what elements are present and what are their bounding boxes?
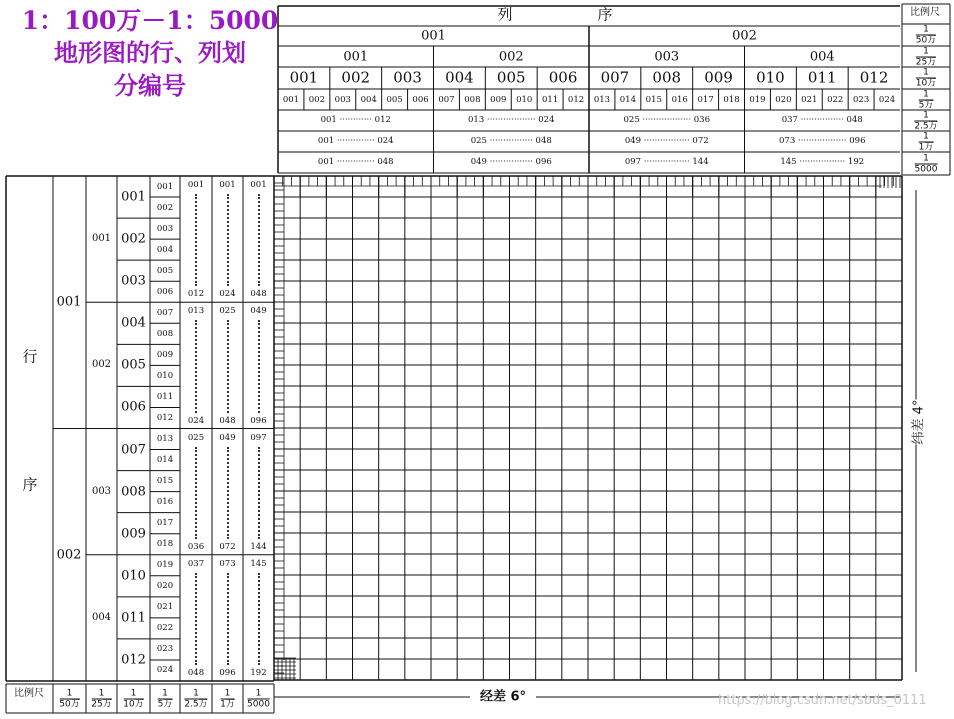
row-range-end: 192 xyxy=(250,667,267,678)
row-level3-label: 010 xyxy=(121,568,146,584)
row-range-end: 024 xyxy=(187,415,205,426)
column-level3-label: 003 xyxy=(393,68,422,87)
row-range-dots xyxy=(195,447,199,539)
row-range-start: 037 xyxy=(187,558,205,569)
scale-label-bottom: 比例尺 xyxy=(14,688,44,699)
column-level1-label: 002 xyxy=(732,28,757,44)
title-line-1: 1：100万－1：5000 xyxy=(21,6,279,35)
row-level2-label: 001 xyxy=(91,233,112,245)
column-level4-label: 002 xyxy=(308,94,325,105)
column-level4-label: 017 xyxy=(697,94,714,105)
row-level4-label: 020 xyxy=(156,581,174,592)
row-level4-label: 010 xyxy=(156,370,174,381)
row-range-end: 036 xyxy=(187,541,205,552)
column-range-10k: 001 ·············· 024 xyxy=(317,135,394,146)
row-level3-label: 004 xyxy=(121,315,146,331)
scale-label-right: 比例尺 xyxy=(910,7,940,18)
column-level4-label: 022 xyxy=(827,94,844,105)
row-level4-label: 012 xyxy=(156,412,174,423)
row-level3-label: 012 xyxy=(121,652,146,668)
column-level3-label: 011 xyxy=(807,68,837,87)
column-level3-label: 007 xyxy=(600,68,630,87)
column-level4-label: 003 xyxy=(334,94,351,105)
row-range-end: 072 xyxy=(219,541,236,552)
row-range-end: 096 xyxy=(250,415,267,426)
row-range-start: 001 xyxy=(219,179,236,190)
row-range-start: 097 xyxy=(250,432,267,443)
row-level2-label: 002 xyxy=(91,359,112,371)
scale-fraction-right: 1 1万 xyxy=(918,131,934,152)
column-range-5k: 145 ················· 192 xyxy=(780,156,865,167)
row-level4-label: 017 xyxy=(156,517,174,528)
row-level3-label: 011 xyxy=(121,610,146,626)
column-range-5k: 049 ················ 096 xyxy=(470,156,552,167)
column-level3-label: 001 xyxy=(289,68,319,87)
row-level4-label: 022 xyxy=(156,623,174,634)
row-range-start: 001 xyxy=(187,179,205,190)
scale-fraction-bottom: 1 5万 xyxy=(157,688,173,709)
scale-fraction-right: 1 10万 xyxy=(915,67,937,89)
column-level4-label: 016 xyxy=(671,94,688,105)
row-level1-label: 001 xyxy=(56,294,82,310)
column-level3-label: 006 xyxy=(548,68,578,87)
scale-fraction-right: 1 2.5万 xyxy=(914,110,938,131)
row-range-end: 096 xyxy=(219,667,236,678)
row-level3-label: 002 xyxy=(121,231,146,247)
column-level4-label: 015 xyxy=(645,94,662,105)
column-level4-label: 006 xyxy=(412,94,429,105)
column-level4-label: 007 xyxy=(438,94,455,105)
row-range-start: 025 xyxy=(219,306,236,316)
title-line-3: 分编号 xyxy=(114,72,186,100)
row-range-start: 025 xyxy=(187,432,205,443)
row-level4-label: 023 xyxy=(156,644,174,655)
row-level4-label: 007 xyxy=(156,307,174,318)
scale-fraction-bottom: 1 1万 xyxy=(220,688,235,709)
row-level4-label: 008 xyxy=(156,328,174,339)
row-range-dots xyxy=(227,573,231,665)
scale-fraction-bottom: 1 2.5万 xyxy=(184,688,208,709)
column-range-25k: 001 ············ 012 xyxy=(320,114,391,125)
row-range-dots xyxy=(258,320,262,412)
row-range-start: 145 xyxy=(250,558,267,569)
row-level3-label: 007 xyxy=(121,442,146,458)
column-level3-label: 009 xyxy=(704,68,733,87)
row-range-end: 012 xyxy=(187,289,205,299)
column-level4-label: 004 xyxy=(360,94,377,105)
scale-fraction-right: $\frac{1}{5000}$ xyxy=(914,153,938,174)
row-level3-label: 006 xyxy=(121,399,146,415)
column-level4-label: 001 xyxy=(282,94,300,105)
column-level4-label: 023 xyxy=(853,94,870,105)
lat-diff-label: 纬差 4° xyxy=(906,400,929,445)
row-level4-label: 024 xyxy=(156,665,174,676)
row-level4-label: 021 xyxy=(156,602,174,613)
column-label-lie: 列 xyxy=(497,5,513,24)
column-range-10k: 049 ················· 072 xyxy=(624,135,709,146)
column-level4-label: 011 xyxy=(542,94,559,105)
row-level4-label: 002 xyxy=(156,202,174,213)
row-range-end: 048 xyxy=(187,667,205,678)
scale-fraction-right: 1 50万 xyxy=(915,24,937,46)
row-level4-label: 009 xyxy=(156,349,174,360)
column-level4-label: 014 xyxy=(619,94,636,105)
row-range-start: 001 xyxy=(250,179,267,190)
column-level4-label: 024 xyxy=(878,94,896,105)
row-level2-label: 003 xyxy=(91,485,112,497)
scale-fraction-right: 1 5万 xyxy=(918,89,934,110)
row-level4-label: 014 xyxy=(156,454,174,465)
column-level2-label: 001 xyxy=(343,49,369,65)
scale-fraction-bottom: 1 50万 xyxy=(59,688,80,709)
row-range-dots xyxy=(258,573,262,665)
row-range-end: 144 xyxy=(250,541,267,552)
column-level4-label: 010 xyxy=(516,94,533,105)
column-range-10k: 025 ················ 048 xyxy=(470,135,552,146)
scale-fraction-bottom: 1 10万 xyxy=(123,688,144,709)
column-level2-label: 003 xyxy=(654,49,680,65)
row-label-xu: 序 xyxy=(22,475,38,494)
row-level2-label: 004 xyxy=(91,611,112,623)
column-level2-label: 004 xyxy=(809,49,835,65)
column-level4-label: 008 xyxy=(464,94,481,105)
column-range-25k: 013 ·················· 024 xyxy=(468,114,555,125)
column-label-xu: 序 xyxy=(597,5,613,24)
column-level1-label: 001 xyxy=(421,28,446,44)
lon-diff-label: 经差 6° xyxy=(470,691,536,704)
row-range-end: 024 xyxy=(219,289,236,299)
row-level4-label: 003 xyxy=(156,223,174,234)
column-level4-label: 005 xyxy=(386,94,403,105)
row-level4-label: 004 xyxy=(156,244,174,255)
row-level4-label: 013 xyxy=(156,433,174,444)
row-level4-label: 006 xyxy=(156,286,174,297)
row-level3-label: 001 xyxy=(121,189,146,205)
column-range-25k: 025 ·················· 036 xyxy=(623,114,710,125)
row-level1-label: 002 xyxy=(56,547,82,563)
column-level4-label: 020 xyxy=(775,94,792,105)
row-range-dots xyxy=(258,194,262,286)
row-range-dots xyxy=(195,573,199,665)
row-level4-label: 001 xyxy=(156,181,174,192)
scale-fraction-right: 1 25万 xyxy=(915,46,937,67)
row-level4-label: 011 xyxy=(156,391,174,402)
row-range-dots xyxy=(195,194,199,286)
row-level4-label: 005 xyxy=(156,265,174,276)
row-label-hang: 行 xyxy=(22,347,38,366)
column-level2-label: 002 xyxy=(498,49,524,65)
column-level3-label: 004 xyxy=(445,68,474,87)
watermark: https://blog.csdn.net/sbds_0111 xyxy=(718,693,927,708)
row-range-dots xyxy=(195,320,199,412)
row-level4-label: 018 xyxy=(156,538,174,549)
column-range-5k: 097 ················· 144 xyxy=(624,156,709,167)
column-level4-label: 021 xyxy=(801,94,818,105)
row-level3-label: 009 xyxy=(121,526,146,542)
column-level4-label: 012 xyxy=(567,94,585,105)
column-level4-label: 018 xyxy=(723,94,740,105)
column-level3-label: 008 xyxy=(652,68,682,87)
column-range-5k: 001 ·············· 048 xyxy=(317,156,394,167)
row-range-end: 048 xyxy=(219,415,236,426)
column-range-10k: 073 ·················· 096 xyxy=(779,135,866,146)
scale-fraction-bottom: $\frac{1}{5000}$ xyxy=(247,688,270,709)
row-range-start: 049 xyxy=(250,306,267,316)
title-line-2: 地形图的行、列划 xyxy=(54,39,246,67)
row-level3-label: 003 xyxy=(121,273,146,289)
row-range-dots xyxy=(227,447,231,539)
column-level4-label: 009 xyxy=(490,94,507,105)
column-level3-label: 012 xyxy=(859,68,889,87)
column-range-25k: 037 ················ 048 xyxy=(781,114,863,125)
column-level4-label: 013 xyxy=(593,94,611,105)
row-range-start: 013 xyxy=(187,306,205,316)
row-range-dots xyxy=(258,447,262,539)
row-range-end: 048 xyxy=(250,289,267,299)
row-level4-label: 019 xyxy=(156,560,174,571)
scale-fraction-bottom: 1 25万 xyxy=(91,688,112,709)
row-range-dots xyxy=(227,320,231,412)
row-range-dots xyxy=(227,194,231,286)
row-level4-label: 015 xyxy=(156,475,174,486)
row-level3-label: 008 xyxy=(121,484,146,500)
column-level3-label: 010 xyxy=(756,68,785,87)
row-level3-label: 005 xyxy=(121,357,146,373)
column-level3-label: 005 xyxy=(496,68,526,87)
row-level4-label: 016 xyxy=(156,496,174,507)
row-range-start: 073 xyxy=(219,558,236,569)
column-level4-label: 019 xyxy=(749,94,766,105)
row-range-start: 049 xyxy=(219,432,236,443)
column-level3-label: 002 xyxy=(341,68,371,87)
